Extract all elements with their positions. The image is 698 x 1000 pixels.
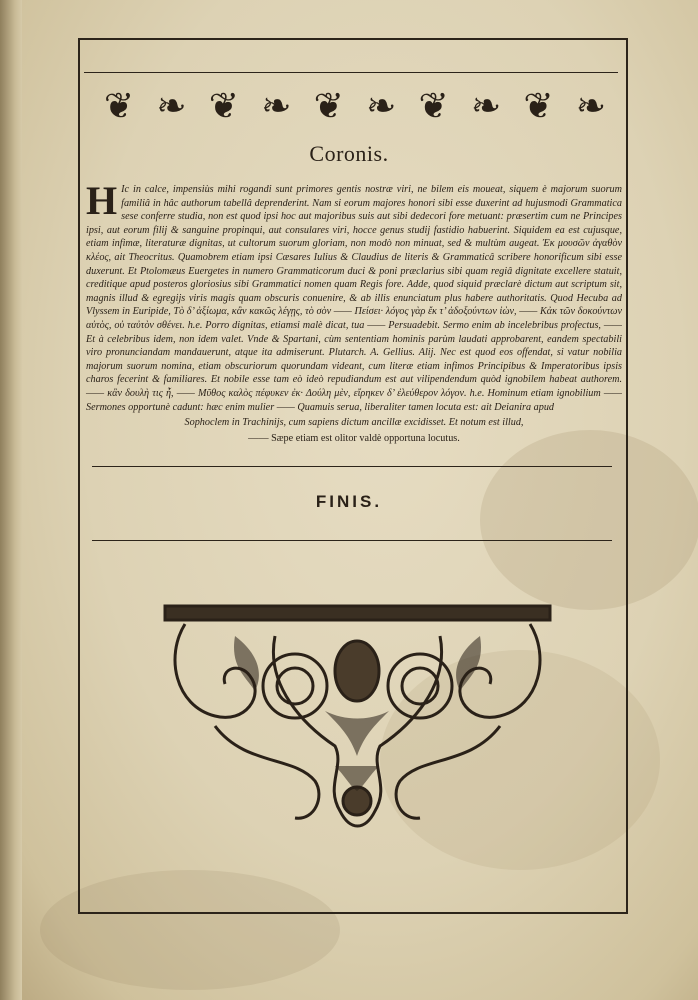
main-text-block [86, 178, 622, 414]
fleuron-ornament-icon: ❦ [523, 86, 554, 126]
top-rule [84, 72, 618, 73]
divider-rule [92, 466, 612, 467]
fleuron-ornament-icon: ❦ [103, 86, 135, 126]
closing-line: Sophoclem in Trachinijs, cum sapiens dictum ancillæ excidisset. Et notum est illud, [184, 417, 524, 428]
finis-heading: FINIS. [315, 492, 383, 511]
fleuron-ornament-icon: ❧ [575, 86, 607, 126]
decorative-headpiece-band [95, 80, 615, 132]
fleuron-ornament-icon: ❧ [470, 86, 502, 126]
fleuron-ornament-icon: ❧ [156, 86, 187, 126]
body-paragraph: Ic in calce, impensiùs mihi rogandi sunt primores gentis nostræ viri, ne bilem eis moueat, siquem è majorum suorum familiâ in hâc authorum tabellâ deprenderint. Nam si eorum majores honori sibi esse duxerint ad hujusmodi Grammatica sese conferre studia, non est quod ipsi hoc aut majoribus suis aut sibi dedecori fore metuant: præsertim cum ne Principes ipsi, aut eorum filij & sanguine propinqui, aut consulares viri, hocce genus studij fastidio habuerint. Siquidem ea est cujusque, etiam infimæ, literaturæ dignitas, ut cultorum suorum gloriam, non modò non minuat, sed & multùm augeat. Ἐκ μουσῶν ἀγαθὸν κλέος, ait Theocritus. Quamobrem etiam ipsi Cæsares Iulius & Claudius de literis & Grammaticâ scribere honorificum sibi esse duxerunt. Et Ptolomæus Euergetes in numero Grammaticorum duci & poni præclarius sibi quam regiâ dignitate excellere statuit, creditique apud posteros gloriosius sibi Grammatici nomen quam Regis fore. Adde, quod siquid præclarè dictum aut scriptum sit, magnis illud & egregijs viris magis quam obscuris conuenire, & ab illis enunciatum plus habere authoritatis. Quod Hecuba ad Vlyssem in Euripide, Τὸ δ’ ἀξίωμα, κἂν κακῶς λέγῃς, τὸ σὸν —— Πείσει· λόγος γὰρ ἔκ τ’ ἀδοξούντων ἰὼν, —— Κἀκ τῶν δοκούντων αὐτὸς, οὐ ταὐτὸν σθένει. h.e. Porro dignitas, etiamsi malè dicat, tua —— Persuadebit. Sermo enim ab incelebribus profectus, —— Et à celebribus idem, non idem valet. Vnde & Spartani, cùm sententiam hominis parùm laudati approbarent, eandem spectabili viro pronunciandam mandauerunt, atque ita admiserunt. Plutarch. A. Gellius. Alij. Nec est quod eos offendat, si vatur nobilia majorum suorum nomina, etiam obscuriorum quorundam videant, cum literæ etiam infimos Principibus & Imperatoribus ipsis charos fecerint & familiares. Et nobile esse tam eò ideò repudiandum est aut vilipendendum quòd ignobilem habeat authorem. —— κἂν δουλὴ τις ἦ, —— Μῦθος καλὸς πέφυκεν ἐκ· Δούλη μὲν, εἴρηκεν δ’ ἐλεύθερον λόγον. h.e. Hominum etiam ignobilium —— Sermones opportunè cadunt: hæc enim mulier —— Quamuis serua, liberaliter tamen locuta est: ait Deianira apud [86, 184, 622, 413]
closing-quotation: —— Sæpe etiam est olitor valdè opportuna locutus. [248, 433, 460, 444]
divider-rule [92, 540, 612, 541]
fleuron-ornament-icon: ❦ [313, 86, 344, 126]
drop-cap: H [86, 178, 118, 223]
section-heading: Coronis. [309, 141, 389, 166]
fleuron-ornament-icon: ❦ [208, 86, 239, 126]
ornamental-tailpiece-icon [155, 596, 560, 846]
fleuron-ornament-icon: ❧ [366, 86, 397, 126]
fleuron-ornament-icon: ❦ [418, 86, 449, 126]
fleuron-ornament-icon: ❧ [261, 86, 292, 126]
